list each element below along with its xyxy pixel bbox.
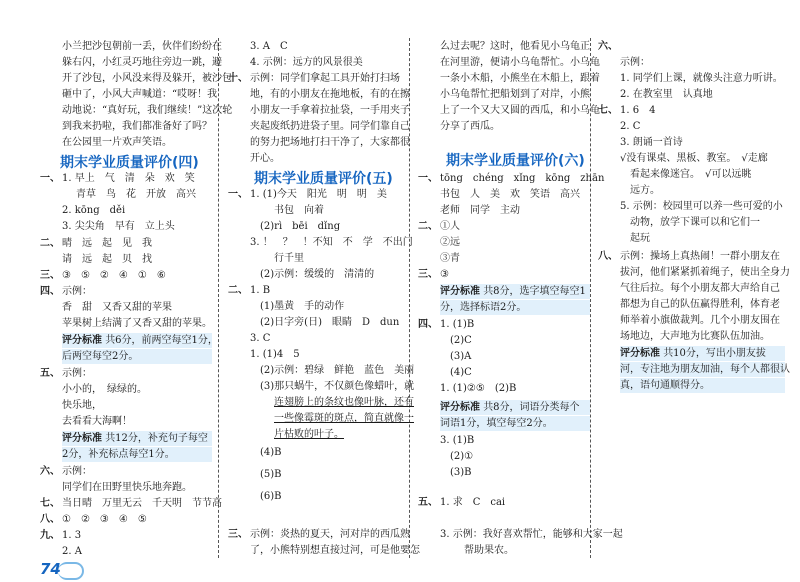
question-number: 一、 [228,189,248,200]
scoring-text: 共8分，选字填空每空1 [483,286,586,297]
scoring-label: 评分标准 [440,402,480,413]
answer-line: 1. (1)4 5 [250,349,300,360]
answer-line: 3. (1)B [440,435,475,446]
scoring-standard [440,284,590,299]
answer-line: (6)B [260,491,282,502]
answer-line: 都想为自己的队伍赢得胜利，体育老 [620,299,780,310]
answer-line: 书包 人 美 欢 笑语 高兴 [440,189,580,200]
answer-line: 地，有的小朋友在拖地板，有的在擦 [250,89,410,100]
answer-line: 3. A C [250,41,288,52]
answer-line: 2. kōng děi [62,205,126,216]
scoring-standard [620,378,785,393]
text-line: 在公园里一片欢声笑语。 [62,137,172,148]
question-number: 二、 [228,285,248,296]
column-2 [228,0,420,582]
scoring-standard [440,416,590,431]
scoring-label: 评分标准 [440,286,480,297]
answer-line: 1. B [250,285,271,296]
page-number: 74 [40,560,61,578]
answer-line: 3. 示例：我好喜欢帮忙，能够和大家一起 [440,529,623,540]
question-number: 一、 [418,173,438,184]
answer-line: 晴 远 起 见 我 [62,238,152,249]
scoring-standard [620,346,785,361]
text-line: 躲右闪，小红灵巧地往旁边一跳，避 [62,57,222,68]
answer-line: 分享了西瓜。 [440,121,500,132]
answer-line: ③ [440,269,449,280]
answer-line: 3. C [250,333,271,344]
answer-line: 1. (1)B [440,319,475,330]
text-line: 到我来扔啦，我们都准备好了吗？ [62,121,212,132]
answer-line: (2)rì bēi dǐng [260,221,341,232]
answer-line: 老师 同学 主动 [440,205,520,216]
answer-line: 示例： [62,368,92,379]
question-number: 七、 [40,498,60,509]
answer-line: 3. 尖尖角 早有 立上头 [62,221,175,232]
answer-line: (5)B [260,469,282,480]
answer-line: 一条小木船，小熊坐在木船上，跟着 [440,73,600,84]
answer-line: 上了一个又大又圆的西瓜，和小乌龟 [440,105,600,116]
answer-line: 1. 早上 气 清 朵 欢 笑 [62,173,195,184]
question-number: 六、 [40,466,60,477]
question-number: 二、 [40,238,60,249]
question-number: 四、 [418,319,438,330]
answer-line: (4)C [450,367,472,378]
answer-line: (2)示例：缓缓的 清清的 [260,269,375,280]
answer-line: 看起来像迷宫。 √可以远眺 [630,169,752,180]
answer-line: 书包 向着 [274,205,324,216]
answer-line: 示例： [620,57,650,68]
answer-line: 快乐地， [62,400,102,411]
answer-line: (3)那只蜗牛，不仅颜色像蜡叶，就 [260,381,415,392]
answer-line: 师举着小旗做裁判。几个小朋友围在 [620,315,780,326]
question-number: 五、 [418,497,438,508]
question-number: 十、 [228,73,248,84]
answer-line: tōng chéng xǐng kōng zhān [440,173,605,184]
answer-line: 示例： [62,286,92,297]
answer-line: 小小的， 绿绿的。 [62,384,147,395]
question-number: 八、 [598,251,618,262]
answer-line: (3)A [450,351,472,362]
answer-line: (1)墨黄 手的动作 [260,301,345,312]
scoring-text: 共12分，补充句子每空 [105,433,208,444]
scoring-standard [620,362,790,377]
answer-line: 青草 鸟 花 开放 高兴 [76,189,196,200]
answer-line: 帮助果农。 [464,545,514,556]
text-line: 砸中了，小风大声喊道：“哎呀！我 [62,89,218,100]
scoring-standard [62,431,212,446]
scoring-text: 后两空每空2分。 [62,351,139,362]
answer-line: 2. A [62,546,82,557]
answer-line: (2)日字旁(日) 眼睛 D dun [260,317,400,328]
scoring-text: 2分，补充标点每空1分。 [62,449,175,460]
answer-line: 示例：操场上真热闹！一群小朋友在 [620,251,780,262]
answer-line: 去看看大海啊！ [62,416,132,427]
scoring-text: 共6分，前两空每空1分， [105,335,218,346]
text-line: 开了沙包，小风没来得及躲开，被沙包 [62,73,232,84]
answer-line: 示例：炎热的夏天，河对岸的西瓜熟 [250,529,410,540]
scoring-text: 共8分，词语分类每个 [483,402,580,413]
answer-line: (4)B [260,447,282,458]
answer-line: 1. (1)②⑤ (2)B [440,383,517,394]
answer-line: (2)① [450,451,474,462]
underlined-answer: 连翅膀上的条纹也像叶脉，还有 [274,397,414,408]
underlined-answer: 一些像霉斑的斑点，简直就像一 [274,413,414,424]
scoring-text: 河，专注地为朋友加油，每个人都很认 [620,364,790,375]
answer-line: ②远 [440,237,460,248]
section-title: 期末学业质量评价(四) [60,155,199,171]
answer-line: √没有课桌、黑板、教室。 √走廊 [620,153,768,164]
answer-line: 苹果树上结满了又香又甜的苹果。 [62,318,212,329]
answer-line: (3)B [450,467,472,478]
answer-line: 小乌龟帮忙把船划到了对岸，小熊 [440,89,590,100]
column-1 [40,0,233,582]
answer-line: 的努力把场地打扫干净了，大家都很 [250,137,410,148]
answer-line: 示例： [62,466,92,477]
question-number: 一、 [40,173,60,184]
question-number: 二、 [418,221,438,232]
answer-line: 在河里游，便请小乌龟帮忙。小乌龟 [440,57,600,68]
question-number: 六、 [598,41,618,52]
scoring-text: 共10分，写出小朋友拔 [663,348,766,359]
scoring-label: 评分标准 [62,433,102,444]
answer-line: 夹起废纸扔进袋子里。同学们靠自己 [250,121,410,132]
scoring-text: 词语1分，填空每空2分。 [440,418,553,429]
answer-line: ①人 [440,221,460,232]
answer-line: 1. 6 4 [620,105,656,116]
answer-line: 1. 求 C cai [440,497,506,508]
answer-line: 行千里 [274,253,304,264]
answer-line: 开心。 [250,153,280,164]
question-number: 三、 [418,269,438,280]
column-4 [598,0,788,582]
answer-line: 拔河，他们紧紧抓着绳子，使出全身力 [620,267,790,278]
answer-line: 当日晴 万里无云 千天明 节节高 [62,498,222,509]
answer-line: 3. ！ ？ ！不知 不 学 不出门 [250,237,413,248]
answer-line: 示例：同学们拿起工具开始打扫场 [250,73,400,84]
scoring-text: 分，选择标语2分。 [440,302,527,313]
section-title: 期末学业质量评价(六) [446,153,585,169]
answer-line: 起玩 [630,233,650,244]
column-3 [418,0,623,582]
question-number: 三、 [228,529,248,540]
question-number: 五、 [40,368,60,379]
answer-line: 么过去呢？这时，他看见小乌龟正 [440,41,590,52]
page-number-decoration [58,562,84,580]
answer-line: ③ ⑤ ② ④ ① ⑥ [62,270,166,281]
answer-line: 2. 在教室里 认真地 [620,89,713,100]
question-number: 三、 [40,270,60,281]
answer-line: 小朋友一手拿着拉扯袋，一手用夹子 [250,105,410,116]
answer-line: (2)C [450,335,472,346]
answer-line: 动物，放学下课可以和它们一 [630,217,760,228]
answer-line: 了，小熊特别想直接过河，可是他要怎 [250,545,420,556]
question-number: 九、 [40,530,60,541]
answer-line: 2. C [620,121,641,132]
answer-line: ③青 [440,253,460,264]
answer-line: 请 远 起 贝 找 [62,254,152,265]
scoring-label: 评分标准 [620,348,660,359]
scoring-standard [440,400,590,415]
answer-line: 5. 示例：校园里可以养一些可爱的小 [620,201,783,212]
question-number: 四、 [40,286,60,297]
answer-line: 香 甜 又香又甜的苹果 [62,302,172,313]
question-number: 七、 [598,105,618,116]
underlined-answer: 片枯败的叶子。 [274,429,344,440]
text-line: 小兰把沙包朝前一丢，伙伴们纷纷在 [62,41,222,52]
answer-line: 1. (1)今天 阳光 明 明 美 [250,189,387,200]
answer-line: 气往后拉。每个小朋友都大声给自己 [620,283,780,294]
answer-line: 1. 3 [62,530,82,541]
answer-line: 1. 同学们上课，就像头注意力听讲。 [620,73,783,84]
section-title: 期末学业质量评价(五) [254,171,393,187]
answer-line: 远方。 [630,185,660,196]
scoring-standard [62,333,218,348]
answer-line: 4. 示例：远方的风景很美 [250,57,363,68]
answer-line: 3. 朗诵一首诗 [620,137,683,148]
scoring-label: 评分标准 [62,335,102,346]
scoring-standard [62,447,212,462]
scoring-standard [62,349,212,364]
scoring-text: 真，语句通顺得分。 [620,380,710,391]
answer-line: (2)示例：碧绿 鲜艳 蓝色 美丽 [260,365,415,376]
question-number: 八、 [40,514,60,525]
answer-line: 同学们在田野里快乐地奔跑。 [62,482,192,493]
answer-line: ① ② ③ ④ ⑤ [62,514,147,525]
answer-line: 场地边，大声地为比赛队伍加油。 [620,331,770,342]
text-line: 动地说：“真好玩，我们继续！”这次轮 [62,105,233,116]
scoring-standard [440,300,590,315]
